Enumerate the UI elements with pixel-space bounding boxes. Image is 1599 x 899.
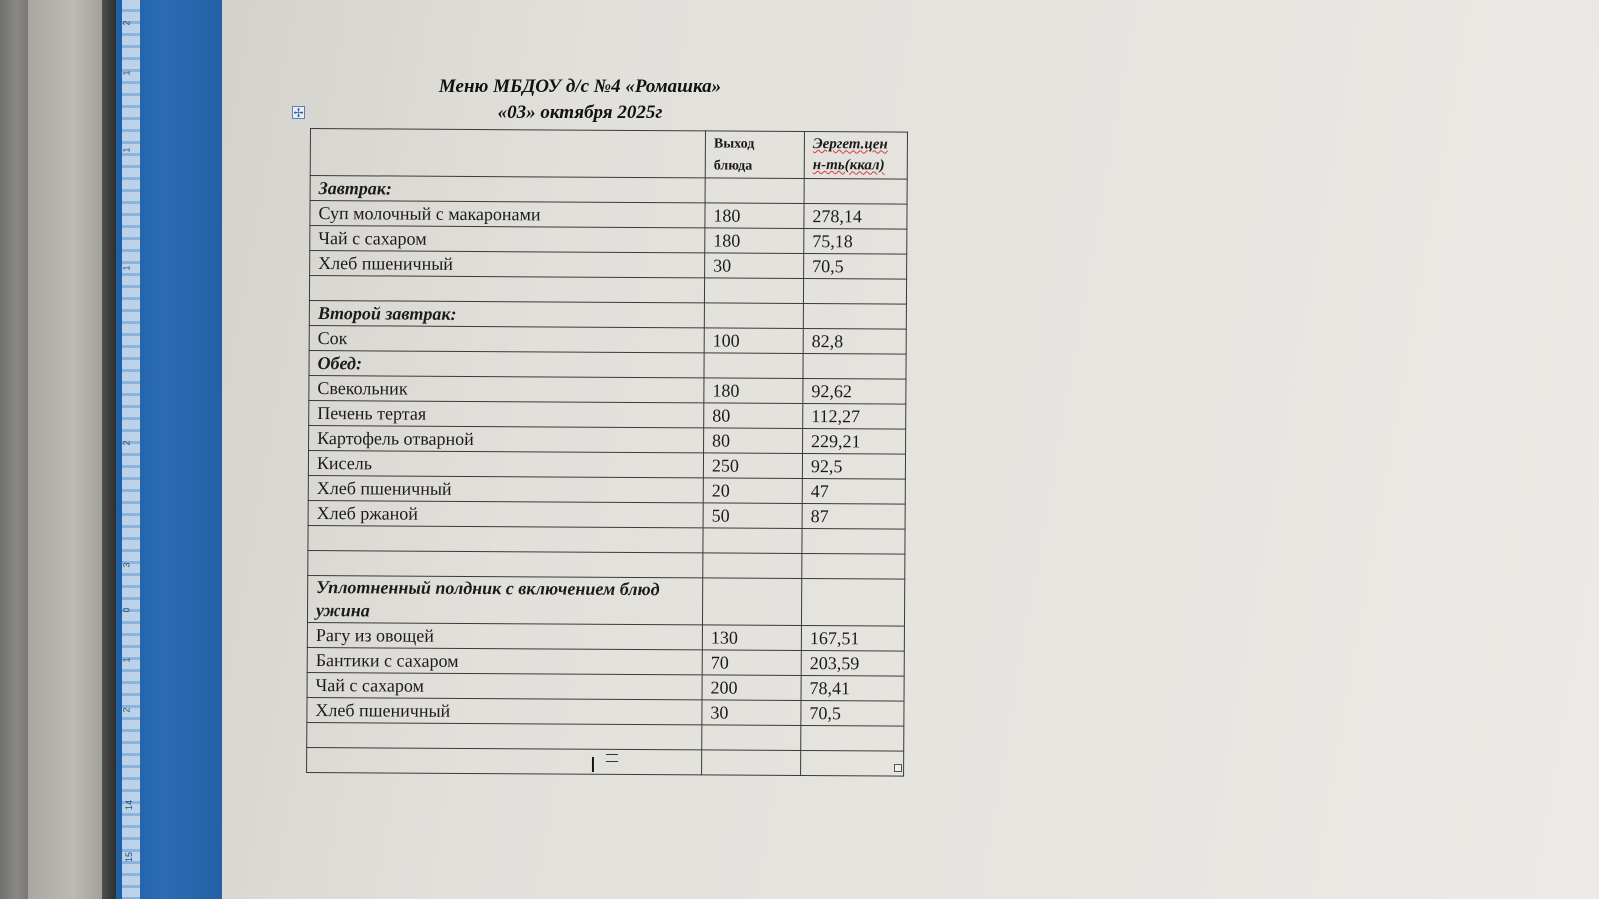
kcal-cell[interactable]: 70,5 (801, 701, 904, 727)
kcal-cell[interactable] (801, 751, 904, 777)
dish-name-cell[interactable]: Второй завтрак: (309, 300, 704, 327)
table-row (310, 176, 907, 205)
ruler-number: 2 (121, 440, 132, 446)
kcal-cell[interactable] (803, 354, 906, 380)
ruler-number: 1 (121, 147, 132, 153)
header-output-line2: блюда (713, 158, 753, 174)
dish-name-cell[interactable]: Хлеб пшеничный (307, 697, 702, 724)
kcal-cell[interactable]: 70,5 (804, 254, 907, 280)
table-row (309, 350, 906, 379)
ruler-number: 1 (121, 657, 132, 663)
monitor-edge (102, 0, 116, 899)
dish-name-cell[interactable]: Чай с сахаром (310, 226, 705, 253)
dish-name-cell[interactable] (309, 276, 704, 303)
header-cell-dish[interactable] (310, 129, 705, 178)
output-cell[interactable]: 30 (702, 700, 801, 726)
ruler-number: 14 (124, 799, 135, 811)
text-cursor-icon: I (590, 753, 596, 777)
dish-name-cell[interactable]: Уплотненный полдник с включением блюд ужина (307, 575, 702, 624)
output-cell[interactable]: 20 (703, 478, 802, 504)
output-cell[interactable]: 100 (704, 328, 803, 354)
header-output-line1: Выход (713, 136, 755, 152)
monitor-frame (28, 0, 110, 899)
vertical-ruler[interactable] (122, 0, 140, 899)
table-row (308, 525, 905, 554)
ruler-number: 1 (121, 265, 132, 271)
table-row (310, 226, 907, 255)
table-row (307, 575, 904, 626)
cursor-indicator (606, 754, 618, 762)
table-row (309, 300, 906, 329)
dish-name-cell[interactable] (308, 525, 703, 552)
kcal-cell[interactable] (801, 726, 904, 752)
table-header-row (310, 129, 907, 180)
kcal-cell[interactable]: 47 (802, 479, 905, 505)
dish-name-cell[interactable] (307, 722, 702, 749)
table-resize-handle[interactable] (894, 764, 902, 772)
kcal-cell[interactable] (802, 554, 905, 580)
kcal-cell[interactable]: 278,14 (804, 204, 907, 230)
dish-name-cell[interactable] (308, 550, 703, 577)
table-row (307, 697, 904, 726)
output-cell[interactable]: 180 (704, 378, 803, 404)
output-cell[interactable] (702, 578, 801, 626)
dish-name-cell[interactable]: Чай с сахаром (307, 672, 702, 699)
output-cell[interactable] (702, 725, 801, 751)
kcal-cell[interactable]: 75,18 (804, 229, 907, 255)
kcal-cell[interactable]: 92,5 (802, 454, 905, 480)
table-row (309, 276, 906, 305)
dish-name-cell[interactable]: Рагу из овощей (307, 622, 702, 649)
header-kcal-line2: н-ть(ккал) (812, 157, 885, 174)
kcal-cell[interactable]: 78,41 (801, 676, 904, 702)
output-cell[interactable] (703, 528, 802, 554)
kcal-cell[interactable] (803, 304, 906, 330)
table-row (310, 251, 907, 280)
output-cell[interactable] (702, 750, 801, 776)
output-cell[interactable]: 180 (705, 228, 804, 254)
document-date: «03» октября 2025г (497, 102, 663, 123)
table-row (308, 550, 905, 579)
dish-name-cell[interactable]: Сок (309, 325, 704, 352)
dish-name-cell[interactable]: Кисель (308, 450, 703, 477)
kcal-cell[interactable]: 92,62 (803, 379, 906, 405)
table-row (309, 325, 906, 354)
kcal-cell[interactable]: 203,59 (801, 651, 904, 677)
kcal-cell[interactable]: 112,27 (803, 404, 906, 430)
dish-name-cell[interactable]: Обед: (309, 350, 704, 377)
output-cell[interactable]: 250 (703, 453, 802, 479)
dish-name-cell[interactable]: Завтрак: (310, 176, 705, 203)
kcal-cell[interactable] (802, 529, 905, 555)
move-cross-icon[interactable]: ✢ (293, 105, 304, 120)
output-cell[interactable]: 30 (705, 253, 804, 279)
header-kcal-line1: Эергет.цен (812, 136, 888, 153)
table-row (307, 647, 904, 676)
dish-name-cell[interactable]: Картофель отварной (309, 425, 704, 452)
dish-name-cell[interactable]: Печень тертая (309, 400, 704, 427)
dish-name-cell[interactable]: Хлеб пшеничный (308, 475, 703, 502)
ruler-number: 2 (121, 707, 132, 713)
output-cell[interactable]: 50 (703, 503, 802, 529)
ruler-number: 2 (121, 20, 132, 26)
kcal-cell[interactable]: 167,51 (801, 626, 904, 652)
table-row (308, 450, 905, 479)
output-cell[interactable] (703, 553, 802, 579)
output-cell[interactable]: 80 (704, 428, 803, 454)
output-cell[interactable]: 130 (702, 625, 801, 651)
table-row (307, 622, 904, 651)
table-row (309, 425, 906, 454)
dish-name-cell[interactable]: Свекольник (309, 375, 704, 402)
dish-name-cell[interactable]: Суп молочный с макаронами (310, 201, 705, 228)
output-cell[interactable]: 70 (702, 650, 801, 676)
table-row (310, 201, 907, 230)
ruler-number: 3 (121, 562, 132, 568)
ruler-number: 15 (124, 851, 135, 863)
table-row (309, 375, 906, 404)
kcal-cell[interactable]: 229,21 (803, 429, 906, 455)
kcal-cell[interactable] (803, 279, 906, 305)
dish-name-cell[interactable]: Бантики с сахаром (307, 647, 702, 674)
table-row (307, 672, 904, 701)
output-cell[interactable]: 80 (704, 403, 803, 429)
output-cell[interactable] (705, 178, 804, 204)
output-cell[interactable]: 180 (705, 203, 804, 229)
monitor-bezel (0, 0, 28, 899)
menu-table (306, 128, 908, 777)
output-cell[interactable]: 200 (702, 675, 801, 701)
output-cell[interactable] (704, 303, 803, 329)
output-cell[interactable] (704, 353, 803, 379)
output-cell[interactable] (704, 278, 803, 304)
kcal-cell[interactable]: 82,8 (803, 329, 906, 355)
kcal-cell[interactable] (801, 579, 904, 627)
kcal-cell[interactable]: 87 (802, 504, 905, 530)
dish-name-cell[interactable]: Хлеб пшеничный (310, 251, 705, 278)
document-title: Меню МБДОУ д/с №4 «Ромашка» (438, 76, 722, 97)
dish-name-cell[interactable]: Хлеб ржаной (308, 500, 703, 527)
ruler-number: 1 (121, 70, 132, 76)
table-row (308, 500, 905, 529)
header-cell-kcal[interactable] (804, 132, 907, 180)
table-row (309, 400, 906, 429)
table-row (307, 722, 904, 751)
table-row (308, 475, 905, 504)
header-cell-output[interactable] (705, 131, 804, 179)
kcal-cell[interactable] (804, 179, 907, 205)
dish-name-cell[interactable] (307, 747, 702, 774)
ruler-number: 0 (121, 607, 132, 613)
